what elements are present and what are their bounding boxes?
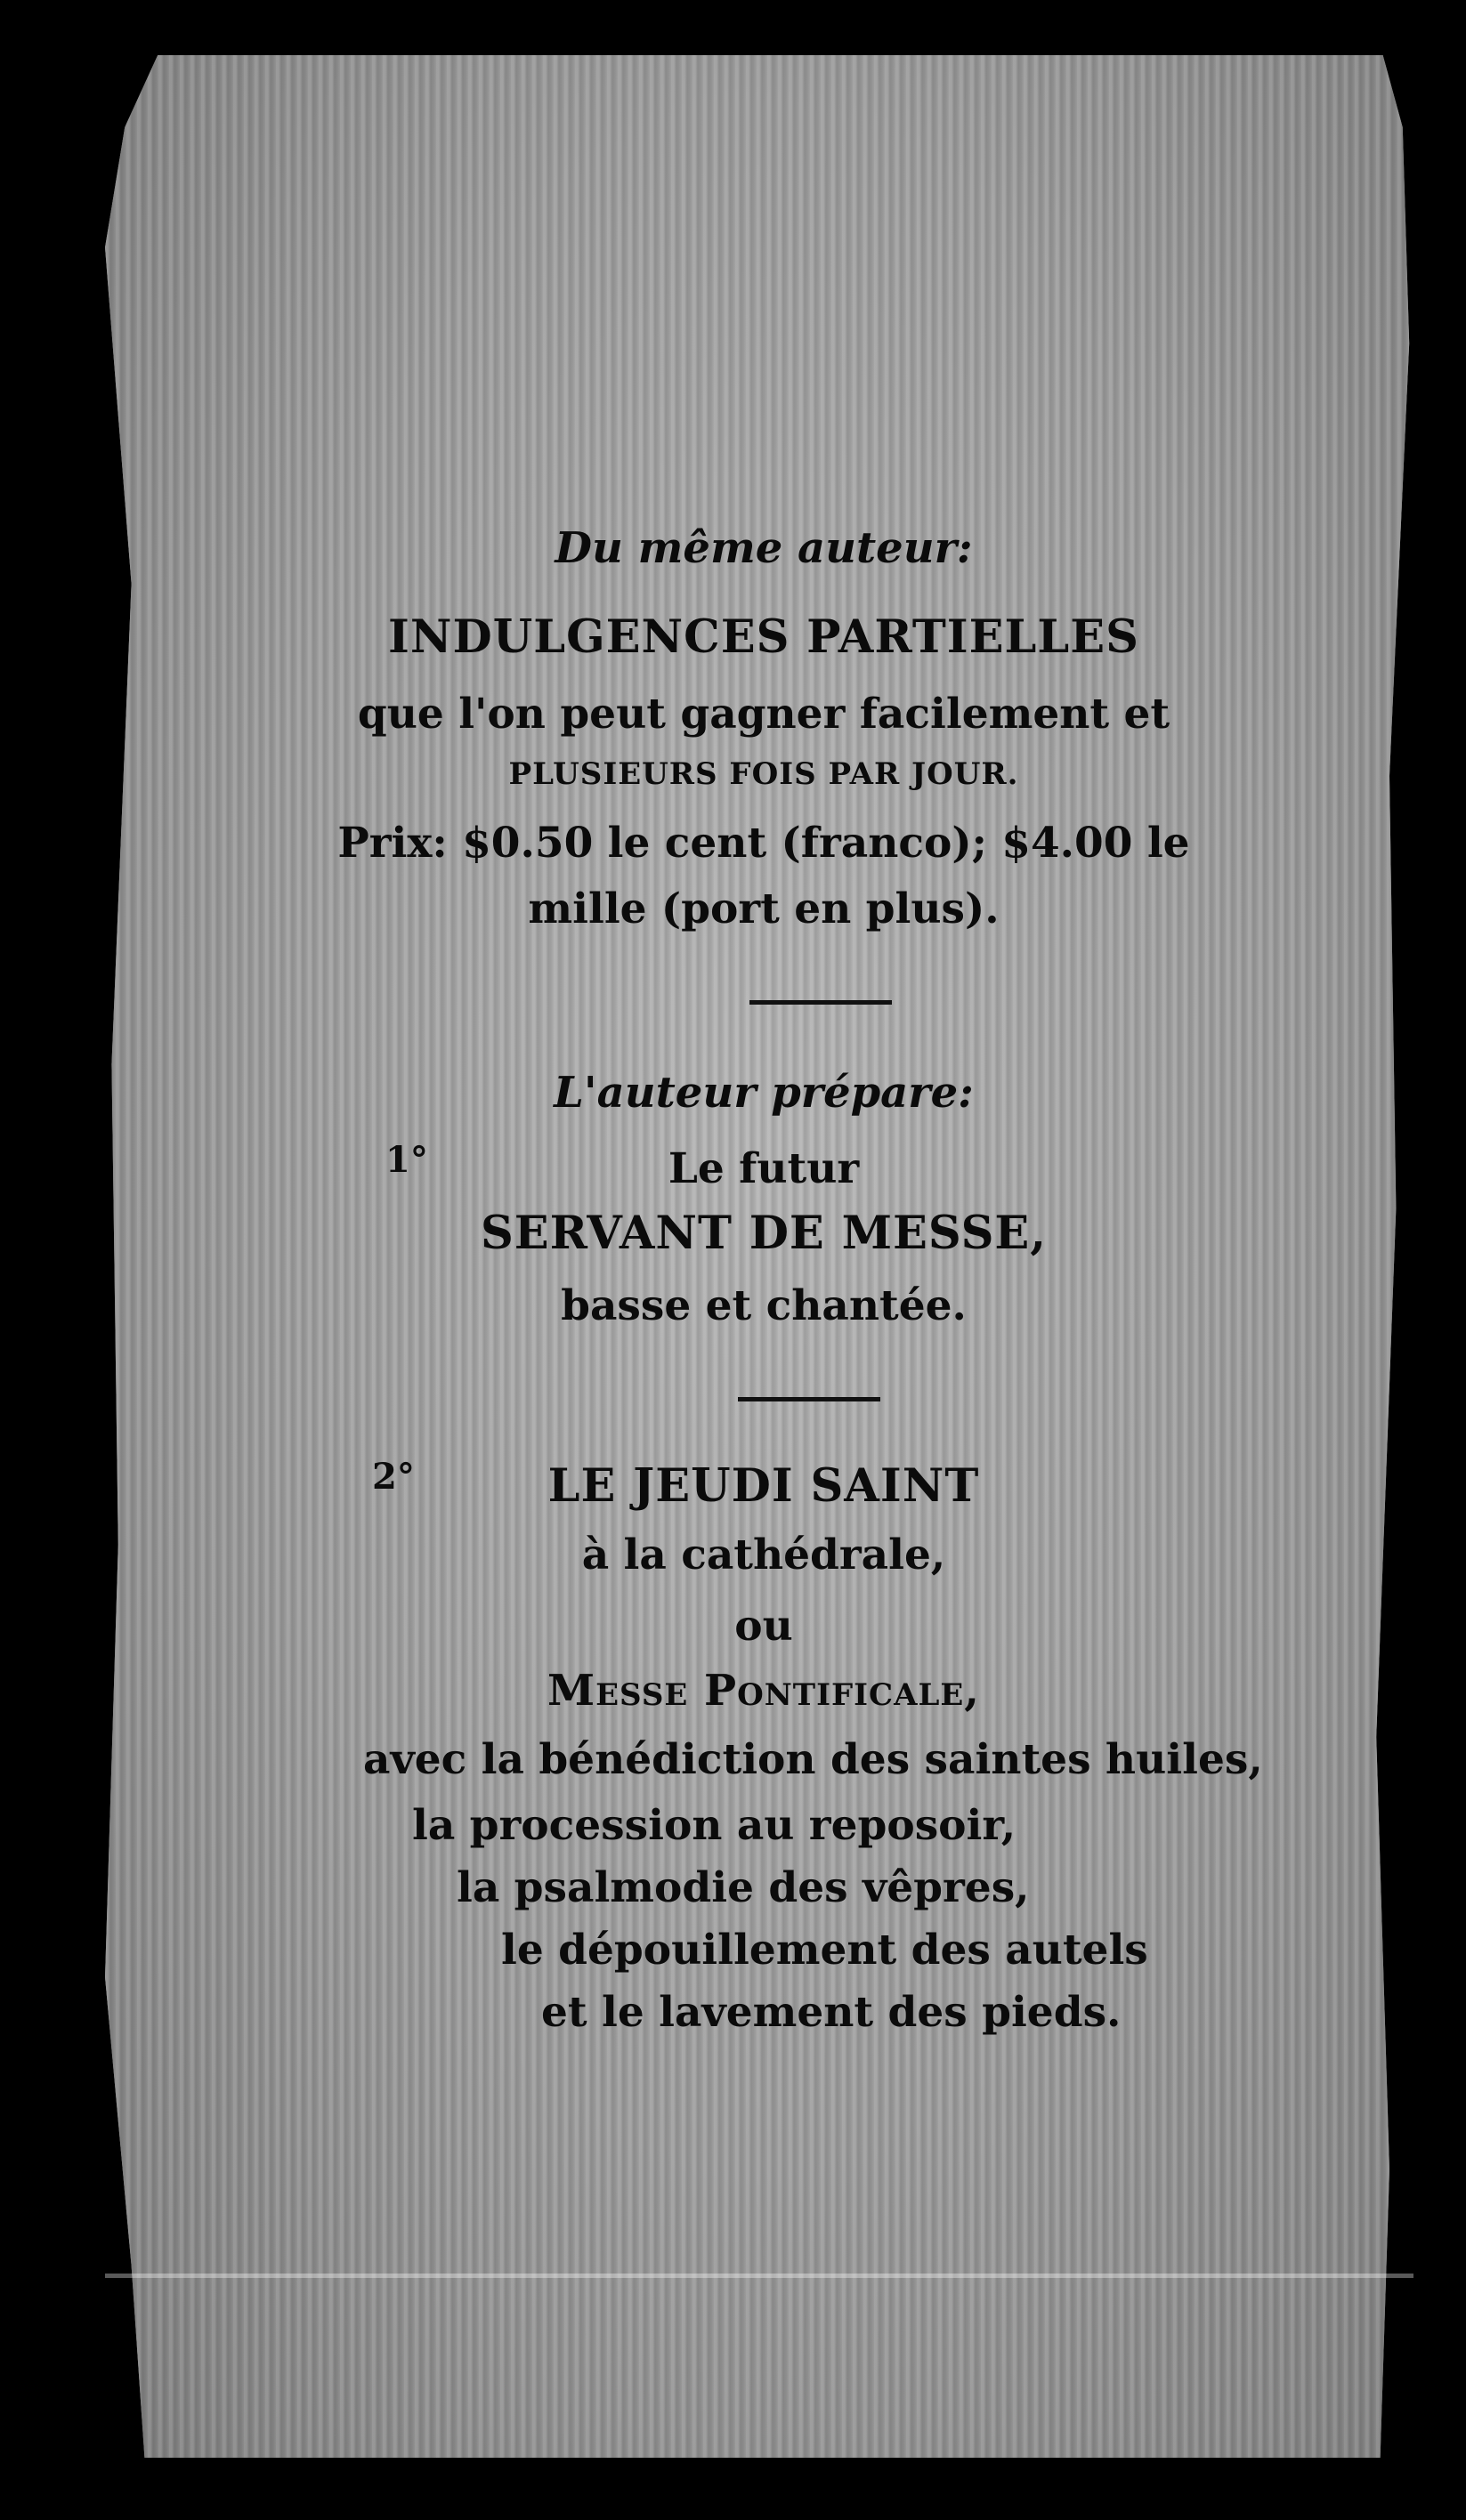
price-line1: Prix: $0.50 le cent (franco); $4.00 le (337, 819, 1190, 868)
item2-line9: et le lavement des pieds. (541, 1988, 1122, 2037)
book-subtitle-line2: PLUSIEURS FOIS PAR JOUR. (508, 756, 1019, 792)
item2-line7: la psalmodie des vêpres, (457, 1863, 1030, 1912)
item1-line3: basse et chantée. (561, 1281, 967, 1330)
item-number-1: 1° (385, 1139, 428, 1181)
item2-line6: la procession au reposoir, (412, 1801, 1016, 1850)
book-title-indulgences: INDULGENCES PARTIELLES (388, 610, 1139, 664)
item2-line2: à la cathédrale, (581, 1531, 946, 1579)
book-subtitle-line1: que l'on peut gagner facilement et (357, 690, 1170, 739)
divider-rule-1 (749, 1000, 892, 1005)
item-number-2: 2° (372, 1456, 415, 1498)
item1-line1: Le futur (668, 1144, 860, 1193)
section-heading-author-prepares: L'auteur prépare: (554, 1068, 974, 1118)
price-line2: mille (port en plus). (528, 884, 1000, 933)
page-content (105, 0, 1422, 2520)
item1-title: SERVANT DE MESSE, (480, 1207, 1048, 1260)
section-heading-same-author: Du même auteur: (555, 523, 973, 573)
item2-line4: Messe Pontificale, (547, 1666, 981, 1716)
item2-line3: ou (734, 1602, 793, 1651)
item2-line5: avec la bénédiction des saintes huiles, (363, 1735, 1263, 1784)
item2-title: LE JEUDI SAINT (547, 1459, 980, 1513)
item2-line8: le dépouillement des autels (501, 1926, 1148, 1975)
divider-rule-2 (738, 1397, 880, 1401)
